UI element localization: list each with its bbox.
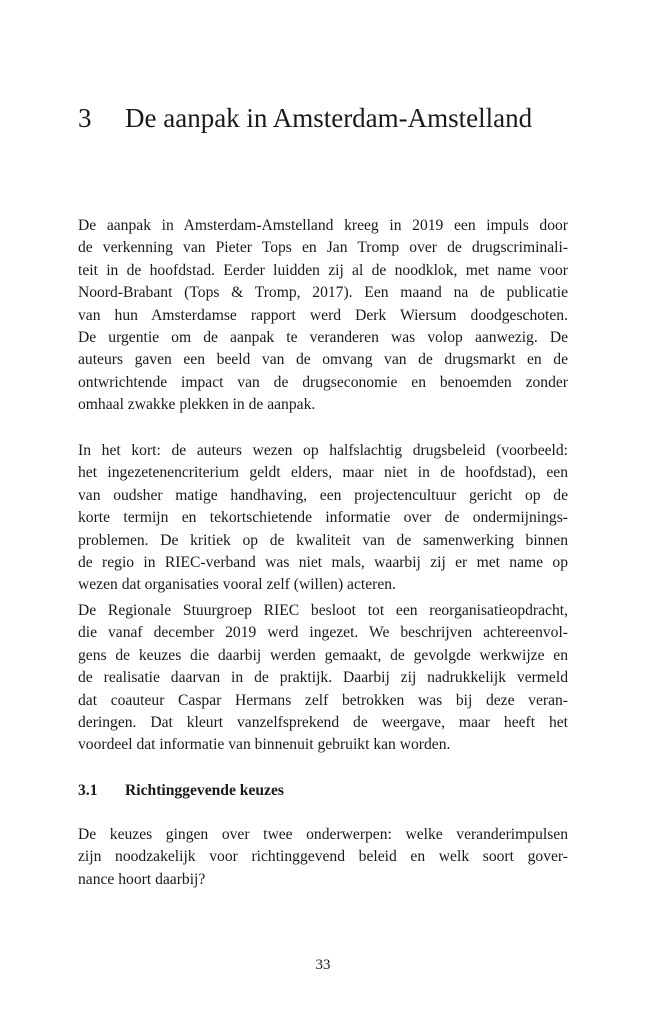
paragraph-line: omhaal zwakke plekken in de aanpak. bbox=[78, 396, 316, 414]
section-title: Richtinggevende keuzes bbox=[125, 782, 284, 799]
paragraph-line: die vanaf december 2019 werd ingezet. We beschrijven achtereenvol- bbox=[78, 624, 568, 642]
paragraph-line: voordeel dat informatie van binnenuit gebruikt kan worden. bbox=[78, 736, 451, 754]
paragraph-line: Noord-Brabant (Tops & Tromp, 2017). Een maand na de publicatie bbox=[78, 284, 568, 302]
paragraph-line: gens de keuzes die daarbij werden gemaakt, de gevolgde werkwijze en bbox=[78, 646, 568, 664]
paragraph-line: ontwrichtende impact van de drugseconomie en benoemden zonder bbox=[78, 373, 568, 391]
paragraph-line: dat coauteur Caspar Hermans zelf betrokken was bij deze veran- bbox=[78, 691, 568, 709]
chapter-number: 3 bbox=[78, 103, 92, 133]
paragraph-1 bbox=[78, 215, 568, 417]
paragraph-line: de regio in RIEC-verband was niet mals, waarbij zij er met name op bbox=[78, 554, 568, 572]
paragraph-line: de verkenning van Pieter Tops en Jan Tromp over de drugscriminali- bbox=[78, 239, 568, 257]
paragraph-line: zijn noodzakelijk voor richtinggevend beleid en welk soort gover- bbox=[78, 848, 568, 866]
paragraph-line: De urgentie om de aanpak te veranderen was volop aanwezig. De bbox=[78, 329, 568, 347]
paragraph-line: nance hoort daarbij? bbox=[78, 870, 206, 888]
paragraph-line: problemen. De kritiek op de kwaliteit van de samenwerking binnen bbox=[78, 531, 568, 549]
paragraph-2 bbox=[78, 440, 568, 597]
paragraph-3 bbox=[78, 600, 568, 757]
paragraph-line: De aanpak in Amsterdam-Amstelland kreeg in 2019 een impuls door bbox=[78, 217, 568, 234]
paragraph-line: deringen. Dat kleurt vanzelfsprekend de weergave, maar heeft het bbox=[78, 714, 568, 732]
chapter-title: De aanpak in Amsterdam-Amstelland bbox=[125, 103, 533, 133]
section-heading bbox=[78, 780, 284, 802]
paragraph-line: van oudsher matige handhaving, een projectencultuur gericht op de bbox=[78, 486, 568, 504]
section-number: 3.1 bbox=[78, 782, 98, 799]
paragraph-line: het ingezetenencriterium geldt elders, maar niet in de hoofdstad), een bbox=[78, 464, 568, 482]
paragraph-line: de realisatie daarvan in de praktijk. Daarbij zij nadrukkelijk vermeld bbox=[78, 669, 568, 687]
paragraph-line: In het kort: de auteurs wezen op halfslachtig drugsbeleid (voorbeeld: bbox=[78, 442, 568, 459]
chapter-heading bbox=[78, 100, 568, 136]
page-number: 33 bbox=[315, 957, 331, 973]
paragraph-line: korte termijn en tekortschietende informatie over de ondermijnings- bbox=[78, 509, 568, 527]
paragraph-line: auteurs gaven een beeld van de omvang van de drugsmarkt en de bbox=[78, 351, 568, 369]
paragraph-line: van hun Amsterdamse rapport werd Derk Wiersum doodgeschoten. bbox=[78, 306, 568, 324]
paragraph-line: De Regionale Stuurgroep RIEC besloot tot een reorganisatieopdracht, bbox=[78, 602, 568, 619]
section-paragraph-1 bbox=[78, 824, 568, 891]
paragraph-line: wezen dat organisaties vooral zelf (willen) acteren. bbox=[78, 576, 396, 594]
paragraph-line: teit in de hoofdstad. Eerder luidden zij al de noodklok, met name voor bbox=[78, 261, 568, 279]
paragraph-line: De keuzes gingen over twee onderwerpen: welke veranderimpulsen bbox=[78, 826, 568, 843]
